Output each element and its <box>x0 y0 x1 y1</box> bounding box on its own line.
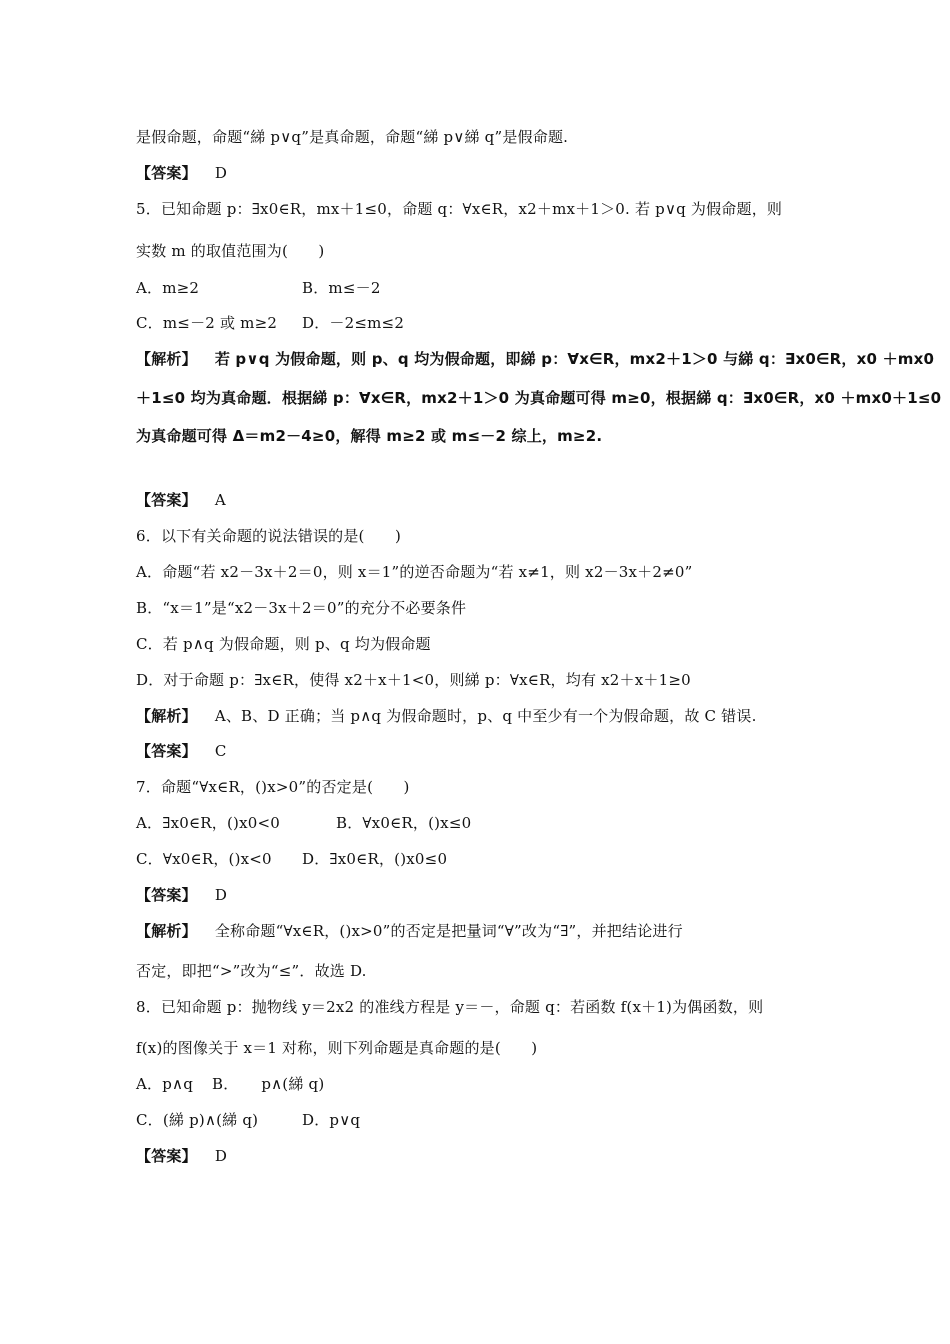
question-8-stem-cont: f(x)的图像关于 x＝1 对称，则下列命题是真命题的是( ) <box>136 1039 538 1057</box>
answer-value: D <box>214 1147 228 1165</box>
option-a: A．命题“若 x2－3x＋2＝0，则 x＝1”的逆否命题为“若 x≠1，则 x2－3x＋2≠0” <box>136 563 693 581</box>
answer-line <box>136 741 227 761</box>
option-c: C．∀x0∈R，()x<0 <box>136 850 272 868</box>
analysis-text-cont: 否定，即把“>”改为“≤”．故选 D. <box>136 962 367 980</box>
answer-line <box>136 490 226 510</box>
option-d: D．∃x0∈R，()x0≤0 <box>302 850 448 868</box>
answer-line <box>136 1146 227 1166</box>
analysis-line <box>136 921 683 941</box>
question-5-stem-cont: 实数 m 的取值范围为( ) <box>136 242 325 260</box>
question-7-options-row1 <box>136 813 472 833</box>
option-b: B．m≤－2 <box>302 279 381 297</box>
question-8-options-row2 <box>136 1110 361 1130</box>
analysis-text: 全称命题“∀x∈R，()x>0”的否定是把量词“∀”改为“∃”，并把结论进行 <box>214 922 683 940</box>
answer-label: 【答案】 <box>136 1147 197 1165</box>
analysis-text-cont: ＋1≤0 均为真命题．根据綈 p：∀x∈R，mx2＋1＞0 为真命题可得 m≥0，根据綈 q：∃x0∈R，x0 ＋mx0＋1≤0 <box>136 389 942 407</box>
option-a: A．m≥2 <box>136 279 200 297</box>
analysis-text: 若 p∨q 为假命题，则 p、q 均为假命题，即綈 p：∀x∈R，mx2＋1＞0 与綈 q：∃x0∈R，x0 ＋mx0 <box>214 350 935 368</box>
option-c: C．m≤－2 或 m≥2 <box>136 314 278 332</box>
analysis-text-cont: 为真命题可得 Δ＝m2－4≥0，解得 m≥2 或 m≤－2 综上，m≥2. <box>136 427 603 445</box>
answer-value: A <box>214 491 226 509</box>
question-8-options-row1 <box>136 1074 325 1094</box>
option-a: A．∃x0∈R，()x0<0 <box>136 814 280 832</box>
option-a: A．p∧q <box>136 1075 194 1093</box>
answer-label: 【答案】 <box>136 742 197 760</box>
question-6-stem: 6．以下有关命题的说法错误的是( ) <box>136 527 402 545</box>
analysis-line <box>136 706 757 726</box>
question-7-options-row2 <box>136 849 448 869</box>
analysis-label: 【解析】 <box>136 350 197 368</box>
answer-label: 【答案】 <box>136 491 197 509</box>
option-b: B． p∧(綈 q) <box>212 1075 325 1093</box>
question-8-stem: 8．已知命题 p：抛物线 y＝2x2 的准线方程是 y＝－，命题 q：若函数 f(x＋1)为偶函数，则 <box>136 998 764 1016</box>
question-5-options-row1 <box>136 278 381 298</box>
question-7-stem: 7．命题“∀x∈R，()x>0”的否定是( ) <box>136 778 410 796</box>
analysis-line <box>136 349 934 369</box>
option-b: B．“x＝1”是“x2－3x＋2＝0”的充分不必要条件 <box>136 599 467 617</box>
option-d: D．对于命题 p：∃x∈R，使得 x2＋x＋1<0，则綈 p：∀x∈R，均有 x2＋x＋1≥0 <box>136 671 691 689</box>
answer-label: 【答案】 <box>136 886 197 904</box>
answer-line <box>136 163 227 183</box>
question-5-stem: 5．已知命题 p：∃x0∈R，mx＋1≤0，命题 q：∀x∈R，x2＋mx＋1＞0. 若 p∨q 为假命题，则 <box>136 200 783 218</box>
answer-line <box>136 885 227 905</box>
answer-value: D <box>214 886 228 904</box>
option-b: B．∀x0∈R，()x≤0 <box>336 814 472 832</box>
analysis-text: A、B、D 正确；当 p∧q 为假命题时，p、q 中至少有一个为假命题，故 C 错误. <box>214 707 757 725</box>
analysis-label: 【解析】 <box>136 707 197 725</box>
option-c: C．(綈 p)∧(綈 q) <box>136 1111 259 1129</box>
question-5-options-row2 <box>136 313 405 333</box>
text-line: 是假命题，命题“綈 p∨q”是真命题，命题“綈 p∨綈 q”是假命题. <box>136 128 569 146</box>
answer-label: 【答案】 <box>136 164 197 182</box>
option-d: D．－2≤m≤2 <box>302 314 405 332</box>
option-c: C．若 p∧q 为假命题，则 p、q 均为假命题 <box>136 635 431 653</box>
answer-value: C <box>214 742 227 760</box>
option-d: D．p∨q <box>302 1111 361 1129</box>
answer-value: D <box>214 164 228 182</box>
analysis-label: 【解析】 <box>136 922 197 940</box>
